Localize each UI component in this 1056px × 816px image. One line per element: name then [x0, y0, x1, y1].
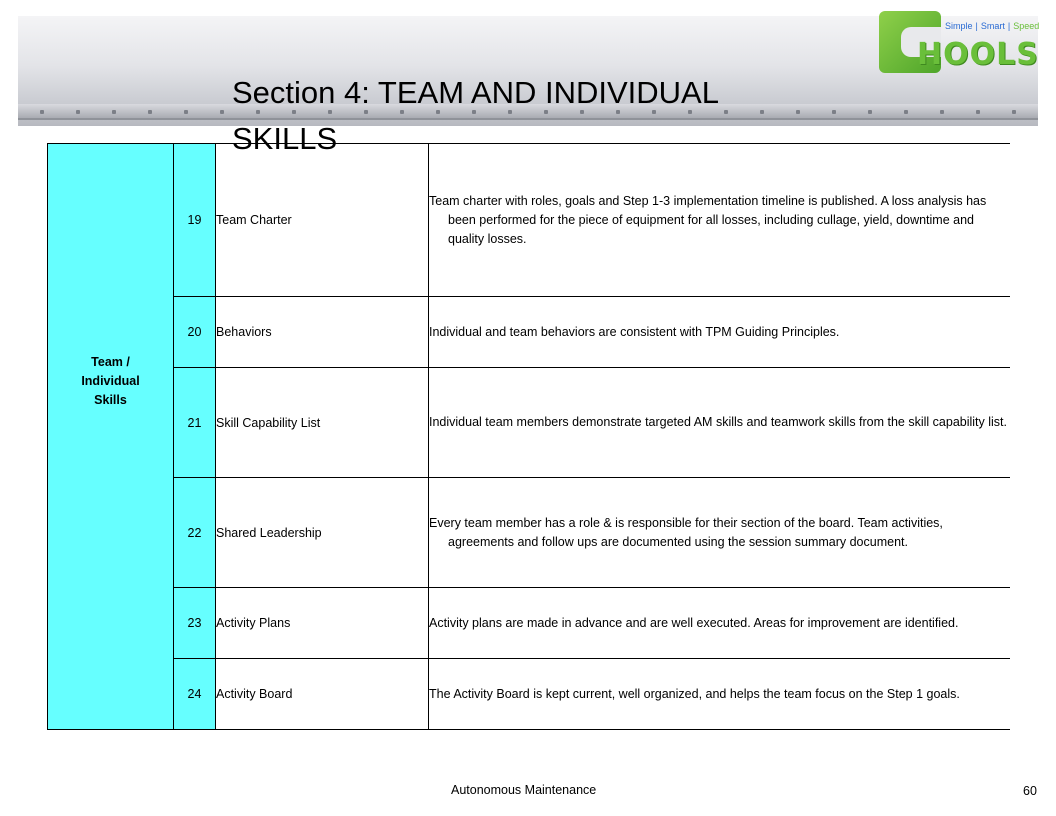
page-title: Section 4: TEAM AND INDIVIDUAL SKILLS [232, 75, 718, 156]
row-number: 20 [174, 297, 216, 368]
row-name: Shared Leadership [216, 478, 429, 588]
row-description: Individual team members demonstrate targeted AM skills and teamwork skills from the skill capability list. [429, 368, 1010, 478]
row-number: 24 [174, 659, 216, 730]
row-number: 19 [174, 144, 216, 297]
row-number: 21 [174, 368, 216, 478]
skills-table [47, 143, 1010, 730]
table-row [48, 478, 1010, 588]
row-name: Activity Board [216, 659, 429, 730]
row-description: Activity plans are made in advance and are well executed. Areas for improvement are identified. [429, 588, 1010, 659]
section-label-cell [48, 144, 174, 730]
row-description: Team charter with roles, goals and Step 1-3 implementation timeline is published. A loss analysis has been performed for the piece of equipment for all losses, including cullage, yield, downtime and quality losses. [429, 144, 1010, 297]
header-dot [76, 110, 80, 114]
header-dot [868, 110, 872, 114]
row-name: Behaviors [216, 297, 429, 368]
row-name: Team Charter [216, 144, 429, 297]
header-dot [1012, 110, 1016, 114]
header-dot [832, 110, 836, 114]
row-number: 23 [174, 588, 216, 659]
header-dot [904, 110, 908, 114]
table-row [48, 368, 1010, 478]
header-dot [148, 110, 152, 114]
logo-tagline: Simple | Smart | Speed [945, 21, 1040, 31]
page-number: 60 [1023, 784, 1037, 798]
header-dot [976, 110, 980, 114]
section-label: Team / Individual Skills [81, 355, 140, 407]
row-description: Individual and team behaviors are consistent with TPM Guiding Principles. [429, 297, 1010, 368]
header-dot [940, 110, 944, 114]
table-row [48, 588, 1010, 659]
row-name: Activity Plans [216, 588, 429, 659]
header-dot [40, 110, 44, 114]
table-row [48, 297, 1010, 368]
header-dot [796, 110, 800, 114]
row-name: Skill Capability List [216, 368, 429, 478]
table-row [48, 659, 1010, 730]
row-description: The Activity Board is kept current, well organized, and helps the team focus on the Step 1 goals. [429, 659, 1010, 730]
row-number: 22 [174, 478, 216, 588]
company-logo [879, 11, 1041, 73]
table-row [48, 144, 1010, 297]
header-dot [112, 110, 116, 114]
row-description: Every team member has a role & is responsible for their section of the board. Team activities, agreements and follow ups are documented using the session summary document. [429, 478, 1010, 588]
footer-title: Autonomous Maintenance [451, 783, 597, 797]
header-dot [220, 110, 224, 114]
header-dot [184, 110, 188, 114]
logo-wordmark: HOOLS [917, 37, 1039, 72]
